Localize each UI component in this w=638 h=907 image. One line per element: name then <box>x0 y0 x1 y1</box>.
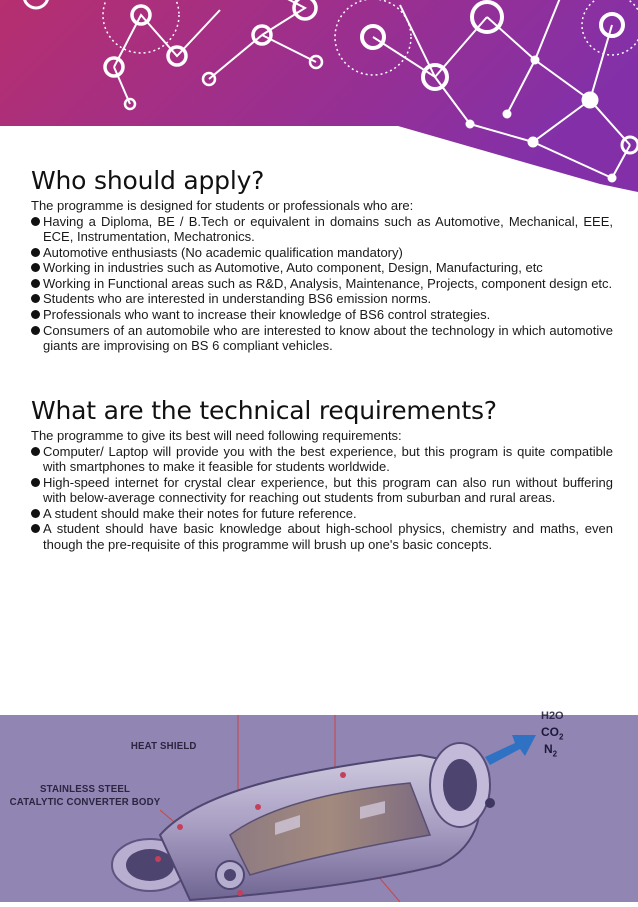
n2-formula-label: $N_2$ <box>544 742 558 759</box>
water-formula-label: H2O <box>541 710 564 722</box>
who-should-apply-intro: The programme is designed for students or professionals who are: <box>31 198 414 213</box>
list-item: Professionals who want to increase their knowledge of BS6 control strategies. <box>31 307 613 323</box>
list-item: Working in Functional areas such as R&D, Analysis, Maintenance, Projects, component design etc. <box>31 276 613 292</box>
bullet-dot-icon <box>31 310 40 319</box>
list-item: Having a Diploma, BE / B.Tech or equivalent in domains such as Automotive, Mechanical, EEE, ECE, Instrumentation, Mechatronics. <box>31 214 613 245</box>
bullet-dot-icon <box>31 294 40 303</box>
technical-requirements-heading: What are the technical requirements? <box>31 396 497 425</box>
who-should-apply-heading: Who should apply? <box>31 166 265 195</box>
technical-requirements-section <box>31 396 613 553</box>
bullet-dot-icon <box>31 509 40 518</box>
list-item: Working in industries such as Automotive, Auto component, Design, Manufacturing, etc <box>31 260 613 276</box>
list-item: Consumers of an automobile who are interested to know about the technology in which automotive giants are improvising on BS 6 compliant vehicles. <box>31 323 613 354</box>
list-item: High-speed internet for crystal clear experience, but this program can also run without buffering with below-average connectivity for reaching out students from suburban and rural areas. <box>31 475 613 506</box>
bullet-dot-icon <box>31 524 40 533</box>
bullet-dot-icon <box>31 263 40 272</box>
list-item: Computer/ Laptop will provide you with the best experience, but this program is quite compatible with smartphones to make it feasible for students worldwide. <box>31 444 613 475</box>
bullet-dot-icon <box>31 217 40 226</box>
bullet-dot-icon <box>31 326 40 335</box>
technical-requirements-intro: The programme to give its best will need following requirements: <box>31 428 402 443</box>
catalytic-converter-illustration <box>0 710 638 902</box>
bullet-dot-icon <box>31 279 40 288</box>
co2-formula-label: $CO_2$ <box>541 725 564 742</box>
list-item: Automotive enthusiasts (No academic qualification mandatory) <box>31 245 613 261</box>
heat-shield-label: HEAT SHIELD <box>130 740 197 752</box>
who-should-apply-list <box>31 214 613 354</box>
list-item: Students who are interested in understanding BS6 emission norms. <box>31 291 613 307</box>
list-item: A student should make their notes for future reference. <box>31 506 613 522</box>
body-label-line1: STAINLESS STEEL <box>39 783 131 795</box>
list-item: A student should have basic knowledge about high-school physics, chemistry and maths, even though the pre-requisite of this programme will brush up one's basic concepts. <box>31 521 613 552</box>
bullet-dot-icon <box>31 478 40 487</box>
bullet-dot-icon <box>31 248 40 257</box>
who-should-apply-section <box>31 166 613 354</box>
catalytic-converter-body-label <box>9 783 162 809</box>
bullet-dot-icon <box>31 447 40 456</box>
technical-requirements-list <box>31 444 613 553</box>
body-label-line2: CATALYTIC CONVERTER BODY <box>9 796 161 808</box>
